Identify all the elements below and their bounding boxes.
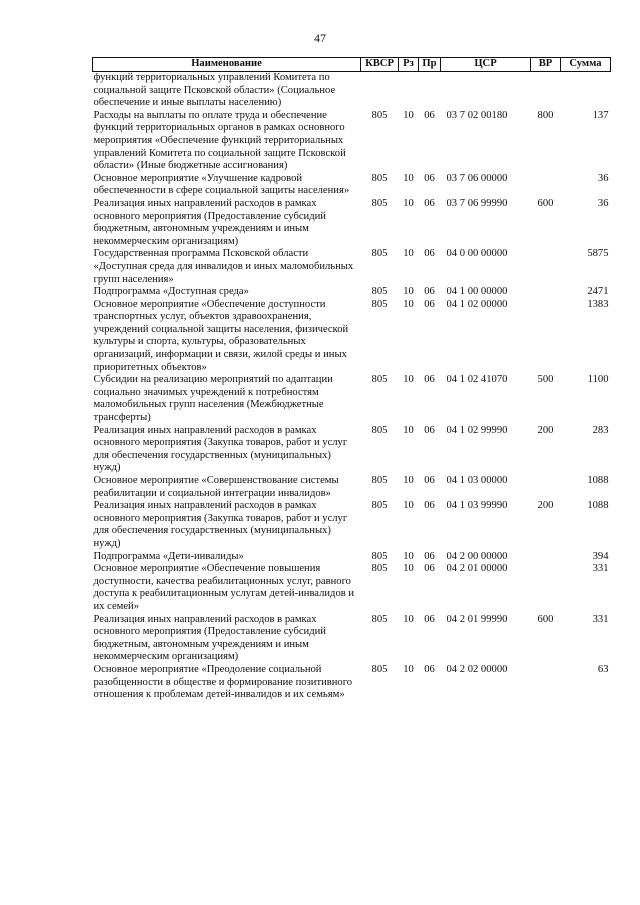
cell-name: Основное мероприятие «Улучшение кадровой обеспеченности в сфере социальной защиты населения» xyxy=(93,172,350,197)
cell-csr: 04 1 00 00000 xyxy=(446,286,508,298)
table-row xyxy=(93,614,611,664)
cell-sum: 283 xyxy=(592,424,609,436)
cell-rz: 10 xyxy=(403,613,414,625)
table-row xyxy=(93,500,611,550)
cell-pr: 06 xyxy=(424,286,435,298)
table-row xyxy=(93,72,611,110)
page-number: 47 xyxy=(314,31,326,45)
cell-vr xyxy=(531,551,561,564)
cell-pr: 06 xyxy=(424,663,435,675)
cell-rz: 10 xyxy=(403,298,414,310)
cell-vr xyxy=(531,173,561,198)
table-row xyxy=(93,110,611,173)
cell-name: Реализация иных направлений расходов в рамках основного мероприятия (Предоставление субсидий бюджетным, автономным учреждениям и иным некоммерческим организациям) xyxy=(93,197,326,247)
cell-name: Реализация иных направлений расходов в рамках основного мероприятия (Закупка товаров, работ и услуг для обеспечения государственных (муниципальных) нужд) xyxy=(93,500,348,549)
cell-csr: 04 1 02 99990 xyxy=(446,424,508,436)
cell-csr: 04 2 00 00000 xyxy=(446,550,508,562)
table-row xyxy=(93,563,611,613)
cell-rz: 10 xyxy=(403,550,414,562)
cell-name: Основное мероприятие «Обеспечение доступности транспортных услуг, объектов здравоохранения, учреждений социальной защиты населения, физической культуры и спорта, культуры, образовательных организаций, информации и связи, жилой среды и иных приоритетных объектов» xyxy=(93,298,349,373)
table-row xyxy=(93,248,611,286)
cell-sum: 63 xyxy=(597,663,609,675)
cell-sum xyxy=(561,72,611,110)
cell-kvsr: 805 xyxy=(371,663,388,675)
cell-rz: 10 xyxy=(403,172,414,184)
cell-pr: 06 xyxy=(424,197,435,209)
cell-vr: 800 xyxy=(537,109,554,121)
cell-pr: 06 xyxy=(424,374,435,386)
cell-pr: 06 xyxy=(424,550,435,562)
table-row xyxy=(93,374,611,424)
cell-kvsr: 805 xyxy=(371,197,388,209)
cell-kvsr: 805 xyxy=(371,475,388,486)
cell-kvsr: 805 xyxy=(371,248,388,260)
cell-pr: 06 xyxy=(424,475,435,486)
header-kvsr: КВСР xyxy=(361,58,399,72)
cell-pr: 06 xyxy=(424,298,435,310)
cell-name: Расходы на выплаты по оплате труда и обеспечение функций территориальных органов в рамках основного мероприятия «Обеспечение функций территориальных управлений Комитета по социальной защите Псковской области» (Иные бюджетные ассигнования) xyxy=(93,109,346,172)
cell-rz: 10 xyxy=(403,563,414,575)
cell-csr: 03 7 06 99990 xyxy=(446,197,508,209)
table-row xyxy=(93,286,611,299)
cell-vr: 500 xyxy=(537,374,554,386)
table-row xyxy=(93,551,611,564)
cell-sum: 331 xyxy=(592,613,609,625)
header-sum: Сумма xyxy=(561,58,611,72)
header-pr: Пр xyxy=(419,58,441,72)
cell-sum: 1383 xyxy=(587,298,609,310)
cell-csr: 03 7 02 00180 xyxy=(446,109,508,121)
cell-vr xyxy=(531,248,561,286)
cell-kvsr: 805 xyxy=(371,298,388,310)
cell-csr: 03 7 06 00000 xyxy=(446,172,508,184)
cell-name: Подпрограмма «Доступная среда» xyxy=(93,286,249,298)
cell-name: Реализация иных направлений расходов в рамках основного мероприятия (Предоставление субсидий бюджетным, автономным учреждениям и иным некоммерческим организациям) xyxy=(93,613,326,663)
cell-csr: 04 1 02 41070 xyxy=(446,374,508,386)
cell-csr: 04 2 01 99990 xyxy=(446,613,508,625)
cell-sum: 137 xyxy=(592,109,609,121)
cell-pr: 06 xyxy=(424,424,435,436)
table-row xyxy=(93,299,611,375)
cell-name: Основное мероприятие «Обеспечение повышения доступности, качества реабилитационных услуг, равного доступа к реабилитационным услугам детей-инвалидов и их семей» xyxy=(93,563,355,612)
cell-sum: 2471 xyxy=(587,286,609,298)
cell-rz: 10 xyxy=(403,475,414,486)
table-header-row xyxy=(93,58,611,72)
cell-pr xyxy=(419,72,441,110)
cell-kvsr: 805 xyxy=(371,563,388,575)
cell-rz: 10 xyxy=(403,500,414,512)
cell-vr: 600 xyxy=(537,613,554,625)
header-name: Наименование xyxy=(93,58,361,72)
cell-name: функций территориальных управлений Комитета по социальной защите Псковской области» (Социальное обеспечение и иные выплаты населению) xyxy=(93,72,336,109)
cell-kvsr: 805 xyxy=(371,613,388,625)
cell-csr: 04 2 02 00000 xyxy=(446,663,508,675)
cell-sum: 5875 xyxy=(587,248,609,260)
cell-csr: 04 0 00 00000 xyxy=(446,248,508,260)
cell-kvsr: 805 xyxy=(371,550,388,562)
cell-sum: 331 xyxy=(592,563,609,575)
cell-vr xyxy=(531,72,561,110)
cell-sum: 36 xyxy=(597,197,609,209)
cell-vr xyxy=(531,475,561,500)
cell-rz: 10 xyxy=(403,197,414,209)
header-vr: ВР xyxy=(531,58,561,72)
cell-vr: 200 xyxy=(537,424,554,436)
cell-sum: 1088 xyxy=(587,475,609,486)
cell-rz: 10 xyxy=(403,109,414,121)
cell-vr xyxy=(531,286,561,299)
cell-kvsr: 805 xyxy=(371,109,388,121)
table-row xyxy=(93,173,611,198)
cell-vr xyxy=(531,563,561,613)
table-row xyxy=(93,475,611,500)
cell-vr xyxy=(531,299,561,375)
cell-csr xyxy=(441,72,531,110)
cell-name: Подпрограмма «Дети-инвалиды» xyxy=(93,550,244,562)
cell-pr: 06 xyxy=(424,109,435,121)
budget-table xyxy=(92,57,611,702)
cell-csr: 04 2 01 00000 xyxy=(446,563,508,575)
cell-sum: 36 xyxy=(597,172,609,184)
table-row xyxy=(93,664,611,702)
cell-kvsr: 805 xyxy=(371,286,388,298)
cell-name: Государственная программа Псковской области «Доступная среда для инвалидов и иных маломобильных групп населения» xyxy=(93,248,354,285)
cell-csr: 04 1 03 99990 xyxy=(446,500,508,512)
cell-sum: 1088 xyxy=(587,500,609,512)
cell-pr: 06 xyxy=(424,500,435,512)
cell-pr: 06 xyxy=(424,613,435,625)
cell-kvsr: 805 xyxy=(371,374,388,386)
cell-vr: 600 xyxy=(537,197,554,209)
table-row xyxy=(93,198,611,248)
cell-csr: 04 1 03 00000 xyxy=(446,475,508,486)
cell-vr xyxy=(531,664,561,702)
cell-csr: 04 1 02 00000 xyxy=(446,298,508,310)
table-row xyxy=(93,425,611,475)
header-csr: ЦСР xyxy=(441,58,531,72)
cell-name: Основное мероприятие «Совершенствование системы реабилитации и социальной интеграции инвалидов» xyxy=(93,475,339,499)
cell-sum: 1100 xyxy=(587,374,609,386)
cell-kvsr: 805 xyxy=(371,424,388,436)
cell-kvsr: 805 xyxy=(371,172,388,184)
cell-pr: 06 xyxy=(424,172,435,184)
cell-rz: 10 xyxy=(403,663,414,675)
cell-rz: 10 xyxy=(403,248,414,260)
header-rz: Рз xyxy=(399,58,419,72)
cell-rz: 10 xyxy=(403,424,414,436)
cell-pr: 06 xyxy=(424,563,435,575)
cell-rz xyxy=(399,72,419,110)
cell-rz: 10 xyxy=(403,374,414,386)
cell-name: Субсидии на реализацию мероприятий по адаптации социально значимых учреждений к потребностям маломобильных групп населения (Межбюджетные трансферты) xyxy=(93,374,333,424)
cell-kvsr xyxy=(361,72,399,110)
cell-name: Реализация иных направлений расходов в рамках основного мероприятия (Закупка товаров, работ и услуг для обеспечения государственных (муниципальных) нужд) xyxy=(93,424,348,474)
cell-rz: 10 xyxy=(403,286,414,298)
cell-sum: 394 xyxy=(592,550,609,562)
cell-name: Основное мероприятие «Преодоление социальной разобщенности в обществе и формирование позитивного отношения к проблемам детей-инвалидов и их семьям» xyxy=(93,663,353,701)
cell-pr: 06 xyxy=(424,248,435,260)
cell-vr: 200 xyxy=(537,500,554,512)
cell-kvsr: 805 xyxy=(371,500,388,512)
